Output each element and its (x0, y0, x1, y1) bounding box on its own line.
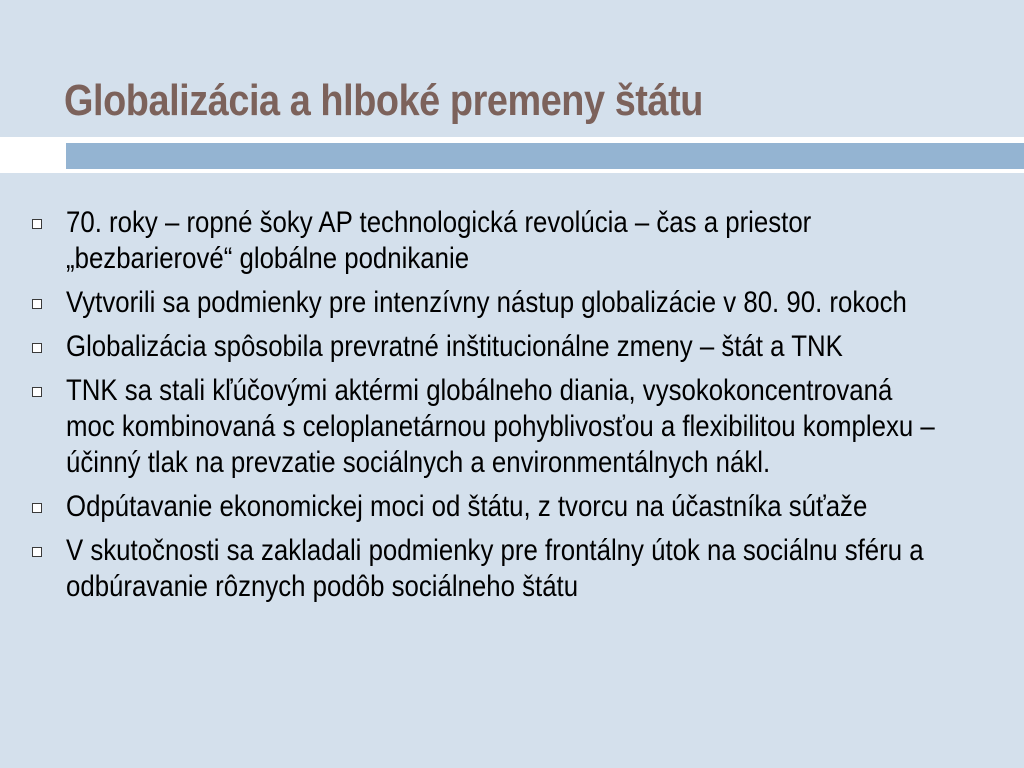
bullet-line: odbúravanie rôznych podôb sociálneho štátu (66, 570, 579, 603)
bullet-line: Odpútavanie ekonomickej moci od štátu, z tvorcu na účastníka súťaže (66, 490, 868, 523)
bullet-line: Vytvorili sa podmienky pre intenzívny nástup globalizácie v 80. 90. rokoch (66, 286, 907, 319)
bullet-line: TNK sa stali kľúčovými aktérmi globálneho diania, vysokokoncentrovaná (66, 374, 893, 407)
bullet-item (30, 285, 1020, 321)
bullet-item (30, 489, 1020, 525)
slide-title: Globalizácia a hlboké premeny štátu (64, 76, 703, 125)
bullet-line: Globalizácia spôsobila prevratné inštitucionálne zmeny – štát a TNK (66, 330, 843, 363)
square-bullet-icon (32, 219, 42, 229)
bullet-line: účinný tlak na prevzatie sociálnych a environmentálnych nákl. (66, 446, 771, 479)
bullet-line: V skutočnosti sa zakladali podmienky pre frontálny útok na sociálnu sféru a (66, 534, 924, 567)
bullet-item (30, 205, 1020, 277)
square-bullet-icon (32, 343, 42, 353)
bullet-list (30, 205, 1020, 613)
square-bullet-icon (32, 387, 42, 397)
bullet-line: 70. roky – ropné šoky AP technologická revolúcia – čas a priestor (66, 206, 812, 239)
square-bullet-icon (32, 299, 42, 309)
bullet-item (30, 373, 1020, 481)
bullet-item (30, 329, 1020, 365)
square-bullet-icon (32, 503, 42, 513)
square-bullet-icon (32, 547, 42, 557)
bullet-item (30, 533, 1020, 605)
bullet-line: „bezbarierové“ globálne podnikanie (66, 242, 470, 275)
title-divider-accent-bar (66, 143, 1024, 169)
bullet-line: moc kombinovaná s celoplanetárnou pohyblivosťou a flexibilitou komplexu – (66, 410, 935, 443)
